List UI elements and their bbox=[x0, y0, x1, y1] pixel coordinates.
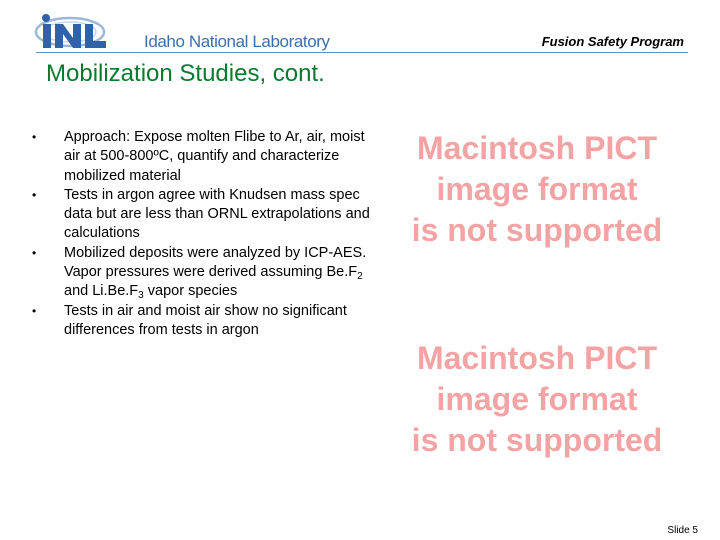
bullet-item bbox=[30, 302, 370, 341]
unsupported-image-placeholder bbox=[382, 128, 692, 251]
placeholder-line: image format bbox=[436, 381, 638, 417]
bullet-glyph: • bbox=[32, 303, 37, 318]
bullet-text bbox=[64, 245, 366, 300]
placeholder-line: Macintosh PICT bbox=[416, 130, 657, 166]
slide-title: Mobilization Studies, cont. bbox=[46, 60, 325, 87]
placeholder-line: image format bbox=[436, 171, 638, 207]
inl-logo bbox=[32, 8, 330, 52]
bullet-text: Tests in argon agree with Knudsen mass spec data but are less than ORNL extrapolations and calculations bbox=[64, 186, 370, 242]
bullet-glyph: • bbox=[32, 130, 37, 144]
program-name: Fusion Safety Program bbox=[541, 34, 684, 49]
bullet-glyph: • bbox=[32, 245, 37, 260]
bullet-glyph: • bbox=[32, 187, 37, 202]
header-divider bbox=[36, 52, 688, 53]
placeholder-line: Macintosh PICT bbox=[416, 340, 657, 376]
slide-number: Slide 5 bbox=[667, 525, 698, 536]
placeholder-line: is not supported bbox=[411, 422, 663, 458]
subscript: 2 bbox=[357, 271, 363, 283]
logo-wordmark: Idaho National Laboratory bbox=[144, 32, 330, 51]
bullet-text: Tests in air and moist air show no significant differences from tests in argon bbox=[64, 302, 347, 338]
subscript: 3 bbox=[138, 290, 144, 302]
bullet-item bbox=[30, 244, 370, 302]
bullet-text: Approach: Expose molten Flibe to Ar, air, moist air at 500-800ºC, quantify and characterize mobilized material bbox=[64, 129, 365, 184]
bullet-text-part: vapor species bbox=[143, 283, 238, 300]
bullet-list bbox=[30, 128, 370, 340]
bullet-text-part: and Li.Be.F bbox=[64, 283, 139, 300]
bullet-text-part: Mobilized deposits were analyzed by ICP-AES. Vapor pressures were derived assuming Be.F bbox=[64, 244, 367, 281]
bullet-item bbox=[30, 186, 370, 244]
unsupported-image-placeholder bbox=[382, 338, 692, 461]
placeholder-line: is not supported bbox=[411, 212, 663, 248]
bullet-item bbox=[30, 128, 370, 186]
